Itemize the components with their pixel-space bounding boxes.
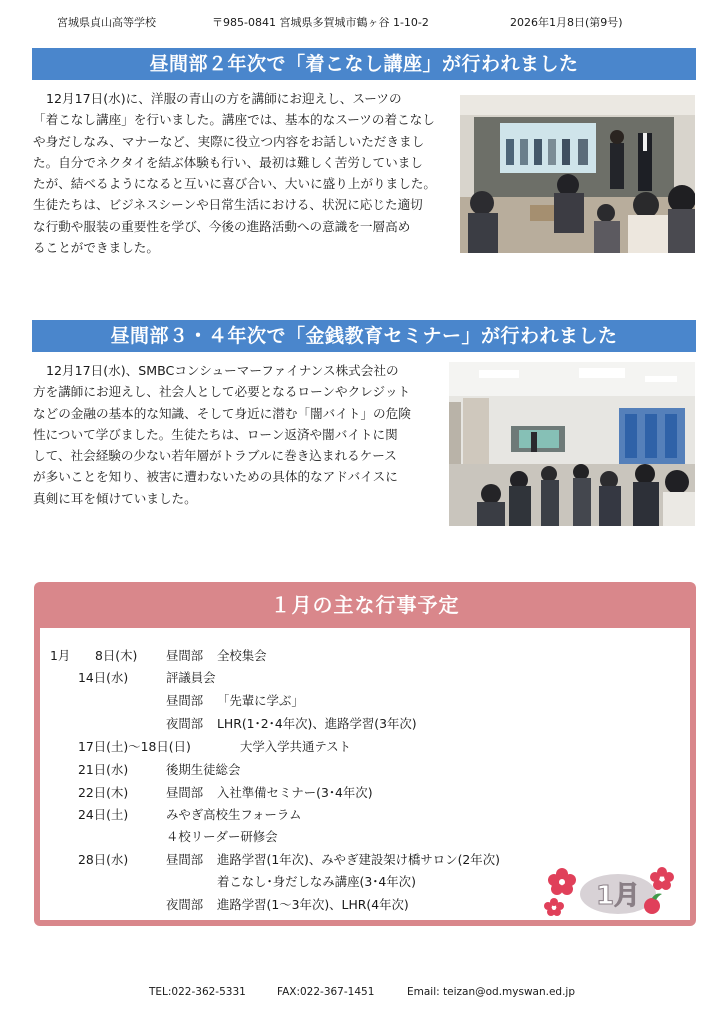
seminar-photo-suits [460,95,695,253]
schedule-detail: 全校集会 [217,648,267,663]
contact-footer [0,986,722,1002]
article1-line: ることができました。 [33,240,159,256]
article1-line: 「着こなし講座」を行いました。講座では、基本的なスーツの着こなし [33,112,435,128]
schedule-date: 21日(水) [78,762,129,777]
schedule-division: 昼間部 [166,852,204,867]
plum-blossom-icon [540,860,690,922]
schedule-detail: 入社準備セミナー(3･4年次) [217,785,373,800]
article2-line: 12月17日(水)、SMBCコンシューマーファイナンス株式会社の [46,363,399,378]
masthead [0,14,722,32]
schedule-division: 夜間部 [166,716,204,731]
article1-line: た。自分でネクタイを結ぶ体験も行い、最初は難しく苦労していまし [33,154,423,170]
article1-line: な行動や服装の重要性を学び、今後の進路活動への意識を一層高め [33,218,411,234]
schedule-division: 昼間部 [166,648,204,663]
article1-line: たが、結べるようになると互いに喜び合い、大いに盛り上がりました。 [33,176,436,192]
schedule-detail: LHR(1･2･4年次)、進路学習(3年次) [217,716,417,731]
schedule-date: 24日(土) [78,807,129,822]
article1-line: 12月17日(水)に、洋服の青山の方を講師にお迎えし、スーツの [46,91,402,106]
footer-tel: TEL:022-362-5331 [149,986,246,998]
article1-line: や身だしなみ、マナーなど、実際に役立つ内容をお話しいただきまし [33,133,425,149]
badge-label: 1月 [595,881,641,911]
article2-line: などの金融の基本的な知識、そして身近に潜む「闇バイト」の危険 [33,405,411,421]
schedule-date: 28日(水) [78,852,129,867]
school-name: 宮城県貞山高等学校 [57,16,156,29]
school-address: 〒985-0841 宮城県多賀城市鶴ヶ谷 1-10-2 [212,16,429,29]
schedule-detail: 「先輩に学ぶ」 [217,693,304,708]
schedule-detail: 後期生徒総会 [166,762,241,777]
schedule-detail: みやぎ高校生フォーラム [166,807,302,822]
schedule-detail: 着こなし･身だしなみ講座(3･4年次) [217,874,416,889]
article1-title: 昼間部２年次で「着こなし講座」が行われました [32,48,696,80]
schedule-title: １月の主な行事予定 [270,593,460,617]
schedule-detail: 評議員会 [166,670,216,685]
schedule-detail: 進路学習(1年次)、みやぎ建設架け橋サロン(2年次) [217,852,500,867]
article2-body [33,360,441,509]
article2-line: が多いことを知り、被害に遭わないための具体的なアドバイスに [33,469,398,485]
schedule-detail: 大学入学共通テスト [240,739,352,754]
seminar-photo-finance [449,362,695,526]
schedule-division: 昼間部 [166,693,204,708]
schedule-date: 14日(水) [78,670,129,685]
schedule-date: 8日(木) [95,648,138,663]
issue-date: 2026年1月8日(第9号) [510,16,623,29]
january-badge [540,860,690,922]
article2-title: 昼間部３・４年次で「金銭教育セミナー」が行われました [32,320,696,352]
schedule-month: 1月 [50,648,71,663]
article2-line: して、社会経験の少ない若年層がトラブルに巻き込まれるケース [33,448,397,464]
article2-line: 方を講師にお迎えし、社会人として必要となるローンやクレジット [33,384,411,400]
article2-line: 性について学びました。生徒たちは、ローン返済や闇バイトに関 [33,426,398,442]
schedule-date: 17日(土)～18日(日) [78,739,191,754]
footer-email[interactable]: Email: teizan@od.myswan.ed.jp [407,986,575,998]
article2-line: 真剣に耳を傾けていました。 [33,490,197,506]
footer-fax: FAX:022-367-1451 [277,986,375,998]
schedule-division: 昼間部 [166,785,204,800]
schedule-detail: 進路学習(1～3年次)、LHR(4年次) [217,897,409,912]
schedule-detail: ４校リーダー研修会 [166,829,278,844]
article1-body [33,88,449,258]
schedule-date: 22日(木) [78,785,129,800]
article1-line: 生徒たちは、ビジネスシーンや日常生活における、状況に応じた適切 [33,197,423,213]
schedule-division: 夜間部 [166,897,204,912]
